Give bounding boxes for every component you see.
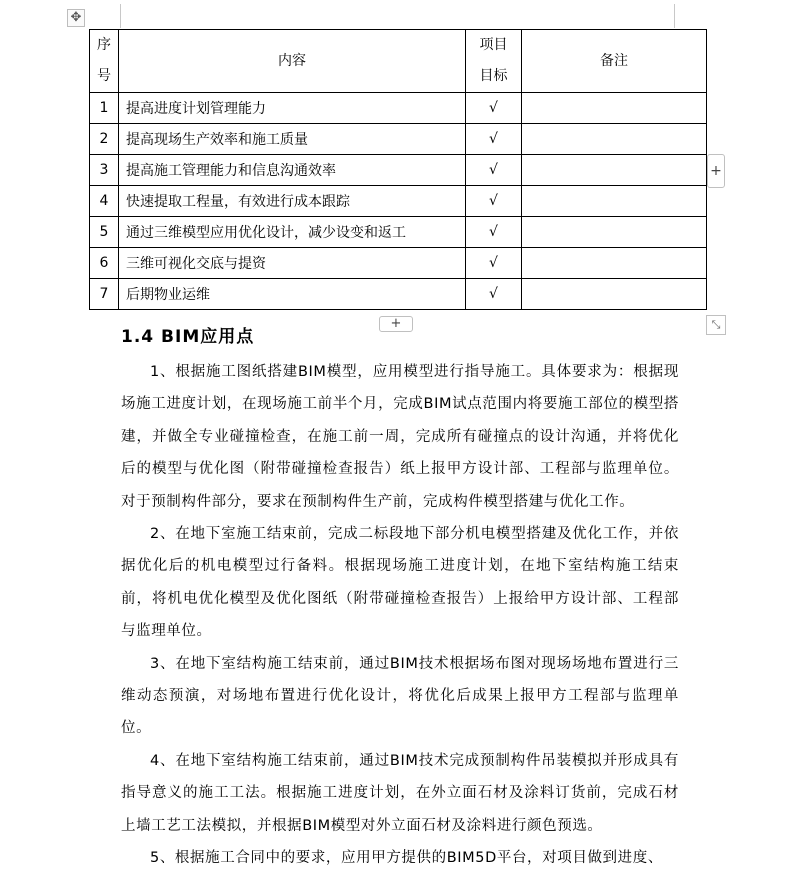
row-content[interactable]: 快速提取工程量，有效进行成本跟踪: [119, 186, 466, 217]
table-row: [90, 186, 707, 217]
header-note: 备注: [522, 30, 707, 93]
paragraph: 1、根据施工图纸搭建BIM模型，应用模型进行指导施工。具体要求为：根据现场施工进度计划，在现场施工前半个月，完成BIM试点范围内将要施工部位的模型搭建，并做全专业碰撞检查，在施工前一周，完成所有碰撞点的设计沟通，并将优化后的模型与优化图（附带碰撞检查报告）纸上报甲方设计部、工程部与监理单位。对于预制构件部分，要求在预制构件生产前，完成构件模型搭建与优化工作。: [121, 364, 679, 510]
header-content: 内容: [119, 30, 466, 93]
row-goal-check[interactable]: √: [466, 124, 522, 155]
row-number[interactable]: 5: [90, 217, 119, 248]
margin-guide-top-right: [674, 4, 675, 28]
paragraph: 4、在地下室结构施工结束前，通过BIM技术完成预制构件吊装模拟并形成具有指导意义的施工工法。根据施工进度计划，在外立面石材及涂料订货前，完成石材上墙工艺工法模拟，并根据BIM模型对外立面石材及涂料进行颜色预选。: [121, 752, 679, 834]
table-header-row: [90, 30, 707, 93]
row-note[interactable]: [522, 217, 707, 248]
row-content[interactable]: 提高进度计划管理能力: [119, 93, 466, 124]
row-note[interactable]: [522, 186, 707, 217]
section-heading: 1.4 BIM应用点: [121, 327, 255, 347]
row-content[interactable]: 提高现场生产效率和施工质量: [119, 124, 466, 155]
header-no-line1: 序: [97, 37, 111, 53]
header-goal-line1: 项目: [479, 37, 508, 53]
row-content[interactable]: 三维可视化交底与提资: [119, 248, 466, 279]
paragraph: 3、在地下室结构施工结束前，通过BIM技术根据场布图对现场场地布置进行三维动态预演，对场地布置进行优化设计，将优化后成果上报甲方工程部与监理单位。: [121, 655, 679, 737]
table-row: [90, 248, 707, 279]
row-goal-check[interactable]: √: [466, 186, 522, 217]
row-note[interactable]: [522, 155, 707, 186]
add-column-button[interactable]: +: [707, 154, 725, 188]
row-content[interactable]: 提高施工管理能力和信息沟通效率: [119, 155, 466, 186]
margin-guide-top-left: [120, 4, 121, 28]
row-number[interactable]: 3: [90, 155, 119, 186]
goals-table: [89, 29, 707, 310]
header-goal: [466, 30, 522, 93]
paragraph: 2、在地下室施工结束前，完成二标段地下部分机电模型搭建及优化工作，并依据优化后的机电模型过行备料。根据现场施工进度计划，在地下室结构施工结束前，将机电优化模型及优化图纸（附带碰撞检查报告）上报给甲方设计部、工程部与监理单位。: [121, 526, 679, 640]
table-move-icon[interactable]: ✥: [67, 9, 85, 27]
table-row: [90, 279, 707, 310]
header-no: [90, 30, 119, 93]
row-content[interactable]: 后期物业运维: [119, 279, 466, 310]
row-number[interactable]: 4: [90, 186, 119, 217]
table-row: [90, 155, 707, 186]
table-resize-icon[interactable]: ⤡: [706, 315, 726, 335]
row-note[interactable]: [522, 279, 707, 310]
row-goal-check[interactable]: √: [466, 279, 522, 310]
row-number[interactable]: 2: [90, 124, 119, 155]
row-note[interactable]: [522, 248, 707, 279]
row-number[interactable]: 7: [90, 279, 119, 310]
row-note[interactable]: [522, 93, 707, 124]
header-goal-line2: 目标: [479, 68, 508, 84]
table-row: [90, 124, 707, 155]
add-row-button[interactable]: +: [379, 316, 413, 332]
row-number[interactable]: 1: [90, 93, 119, 124]
row-content[interactable]: 通过三维模型应用优化设计，减少设变和返工: [119, 217, 466, 248]
paragraph: 5、根据施工合同中的要求，应用甲方提供的BIM5D平台，对项目做到进度、: [150, 850, 663, 867]
row-goal-check[interactable]: √: [466, 248, 522, 279]
row-note[interactable]: [522, 124, 707, 155]
row-goal-check[interactable]: √: [466, 93, 522, 124]
row-goal-check[interactable]: √: [466, 217, 522, 248]
table-row: [90, 217, 707, 248]
table-row: [90, 93, 707, 124]
section-body: [121, 356, 679, 875]
row-number[interactable]: 6: [90, 248, 119, 279]
row-goal-check[interactable]: √: [466, 155, 522, 186]
header-no-line2: 号: [97, 68, 111, 84]
